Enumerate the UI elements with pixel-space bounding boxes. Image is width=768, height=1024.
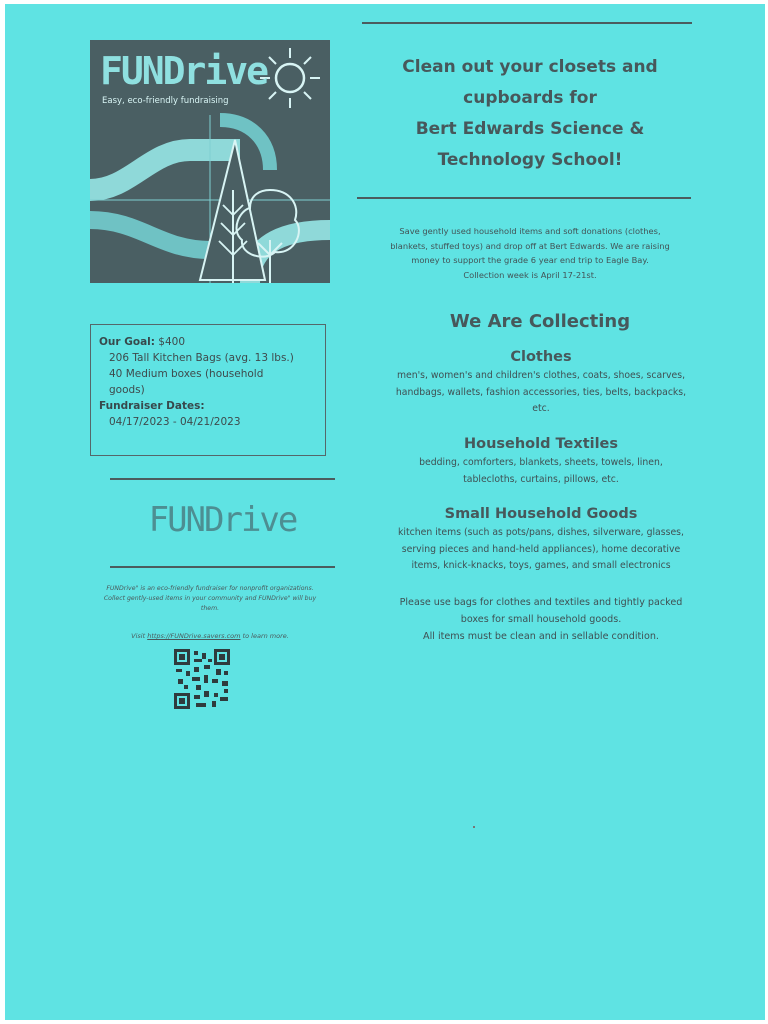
goal-line bbox=[99, 334, 317, 350]
logo-tagline: Easy, eco-friendly fundraising bbox=[102, 96, 229, 106]
goal-item: goods) bbox=[109, 384, 145, 396]
category-heading: Household Textiles bbox=[463, 436, 619, 452]
goal-item: 40 Medium boxes (household bbox=[109, 368, 264, 380]
category-line: etc. bbox=[532, 403, 550, 414]
goal-item: 206 Tall Kitchen Bags (avg. 13 lbs.) bbox=[109, 352, 294, 364]
visit-line bbox=[75, 632, 345, 640]
fundrive-description bbox=[75, 584, 345, 614]
headline-line: cupboards for bbox=[463, 88, 597, 108]
closing-line: All items must be clean and in sellable condition. bbox=[423, 631, 659, 642]
fundrive-logo bbox=[90, 40, 330, 283]
goal-box bbox=[90, 324, 326, 456]
dates-label: Fundraiser Dates: bbox=[99, 400, 205, 412]
category-line: kitchen items (such as pots/pans, dishes, silverware, glasses, bbox=[398, 527, 684, 538]
intro-line: Collection week is April 17-21st. bbox=[463, 269, 597, 280]
intro-line: Save gently used household items and soft donations (clothes, bbox=[399, 226, 661, 236]
intro-line: money to support the grade 6 year end trip to Eagle Bay. bbox=[411, 255, 649, 265]
category-line: handbags, wallets, fashion accessories, ties, belts, backpacks, bbox=[395, 386, 687, 398]
closing-instructions bbox=[363, 594, 719, 645]
logo-title: FUNDrive bbox=[100, 49, 268, 93]
description-line: them. bbox=[200, 605, 220, 612]
visit-suffix: to learn more. bbox=[242, 632, 289, 640]
closing-line: boxes for small household goods. bbox=[460, 614, 622, 625]
qr-code[interactable] bbox=[174, 649, 230, 709]
goal-amount: $400 bbox=[158, 336, 186, 348]
closing-line: Please use bags for clothes and textiles and tightly packed bbox=[399, 597, 683, 608]
scan-speck bbox=[473, 826, 475, 828]
collecting-title: We Are Collecting bbox=[449, 311, 631, 332]
headline-line: Bert Edwards Science & bbox=[415, 119, 645, 139]
intro-line: blankets, stuffed toys) and drop off at Bert Edwards. We are raising bbox=[390, 240, 670, 251]
visit-prefix: Visit bbox=[131, 632, 146, 640]
category-heading: Clothes bbox=[510, 349, 572, 365]
divider bbox=[362, 22, 692, 24]
category-clothes bbox=[365, 346, 717, 418]
category-line: serving pieces and hand-held appliances), home decorative bbox=[401, 543, 681, 555]
category-line: tablecloths, curtains, pillows, etc. bbox=[463, 473, 619, 485]
headline-line: Technology School! bbox=[437, 150, 623, 170]
intro-text bbox=[355, 224, 705, 282]
category-line: men's, women's and children's clothes, coats, shoes, scarves, bbox=[396, 370, 686, 381]
category-line: items, knick-knacks, toys, games, and small electronics bbox=[411, 560, 671, 571]
fundrive-wordmark: FUNDrive bbox=[148, 500, 297, 540]
description-line: FUNDrive" is an eco-friendly fundraiser for nonprofit organizations. bbox=[106, 585, 314, 592]
divider bbox=[357, 197, 691, 199]
description-line: Collect gently-used items in your community and FUNDrive" will buy bbox=[103, 595, 317, 602]
headline bbox=[365, 52, 695, 176]
category-heading: Small Household Goods bbox=[444, 506, 638, 522]
headline-line: Clean out your closets and bbox=[402, 57, 658, 77]
goal-label: Our Goal: bbox=[99, 336, 155, 348]
divider bbox=[110, 478, 335, 480]
fundrive-link[interactable]: https://FUNDrive.savers.com bbox=[147, 632, 241, 640]
category-line: bedding, comforters, blankets, sheets, towels, linen, bbox=[419, 457, 663, 468]
flyer-page bbox=[5, 4, 765, 1020]
category-small-household-goods bbox=[365, 503, 717, 575]
category-household-textiles bbox=[365, 433, 717, 488]
divider bbox=[110, 566, 335, 568]
fundraiser-dates: 04/17/2023 - 04/21/2023 bbox=[109, 416, 241, 428]
